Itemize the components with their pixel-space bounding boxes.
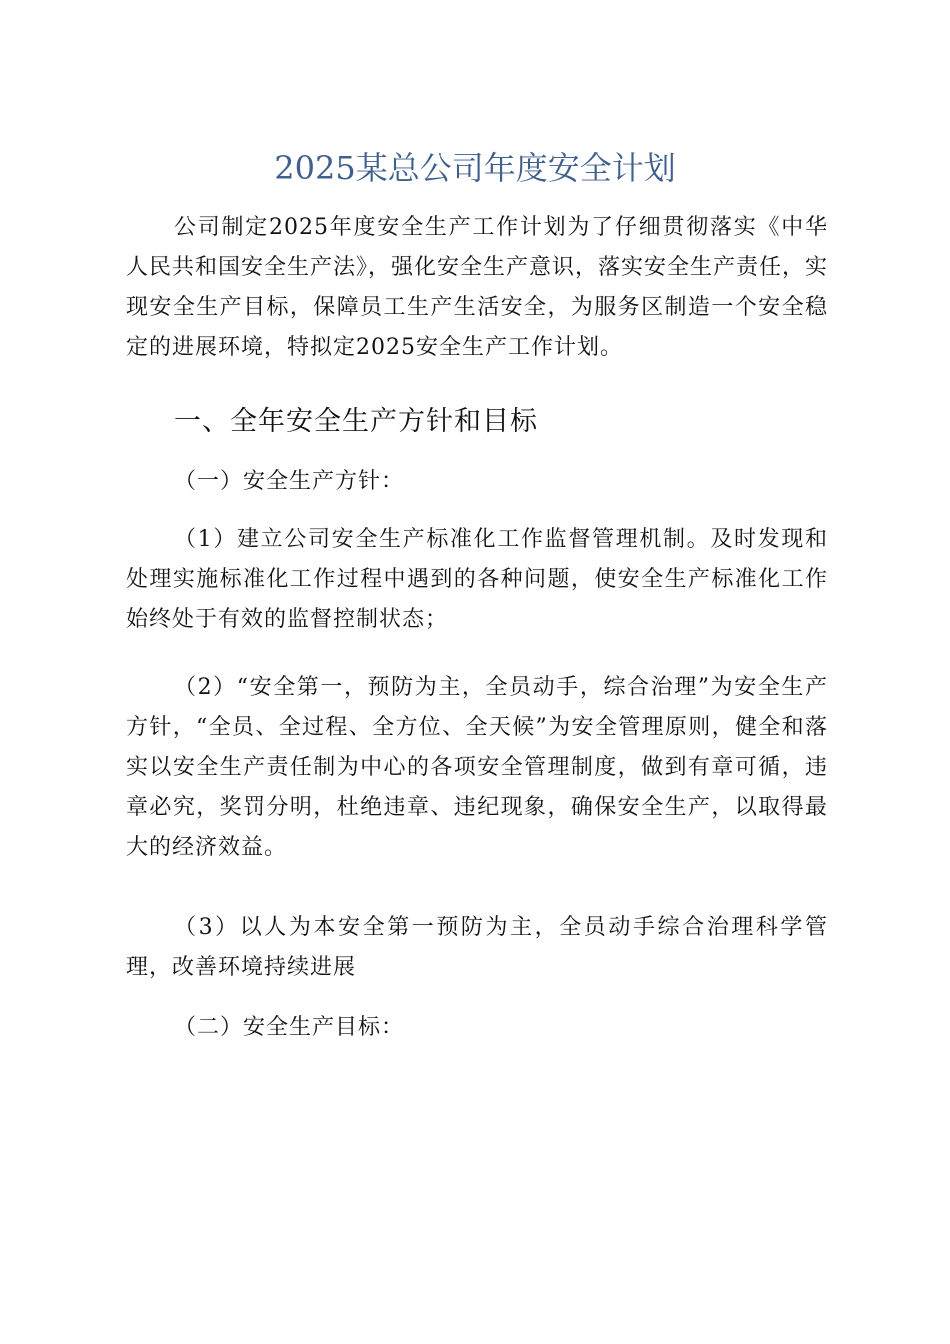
section-heading-1: 一、全年安全生产方针和目标 <box>174 406 538 437</box>
list-item-1: （1）建立公司安全生产标准化工作监督管理机制。及时发现和处理实施标准化工作过程中遇到的各种问题，使安全生产标准化工作始终处于有效的监督控制状态； <box>126 527 828 632</box>
list-item-2: （2）“安全第一，预防为主，全员动手，综合治理”为安全生产方针，“全员、全过程、全方位、全天候”为安全管理原则，健全和落实以安全生产责任制为中心的各项安全管理制度，做到有章可循，违章必究，奖罚分明，杜绝违章、违纪现象，确保安全生产，以取得最大的经济效益。 <box>126 675 828 860</box>
document-title: 2025某总公司年度安全计划 <box>274 149 676 187</box>
list-item-3: （3）以人为本安全第一预防为主，全员动手综合治理科学管理，改善环境持续进展 <box>126 915 828 980</box>
subsection-heading-2: （二）安全生产目标： <box>174 1015 405 1040</box>
intro-paragraph: 公司制定2025年度安全生产工作计划为了仔细贯彻落实《中华人民共和国安全生产法》，强化安全生产意识，落实安全生产责任，实现安全生产目标，保障员工生产生活安全，为服务区制造一个安全稳定的进展环境，特拟定2025安全生产工作计划。 <box>126 215 829 360</box>
subsection-heading-1: （一）安全生产方针： <box>174 469 405 494</box>
